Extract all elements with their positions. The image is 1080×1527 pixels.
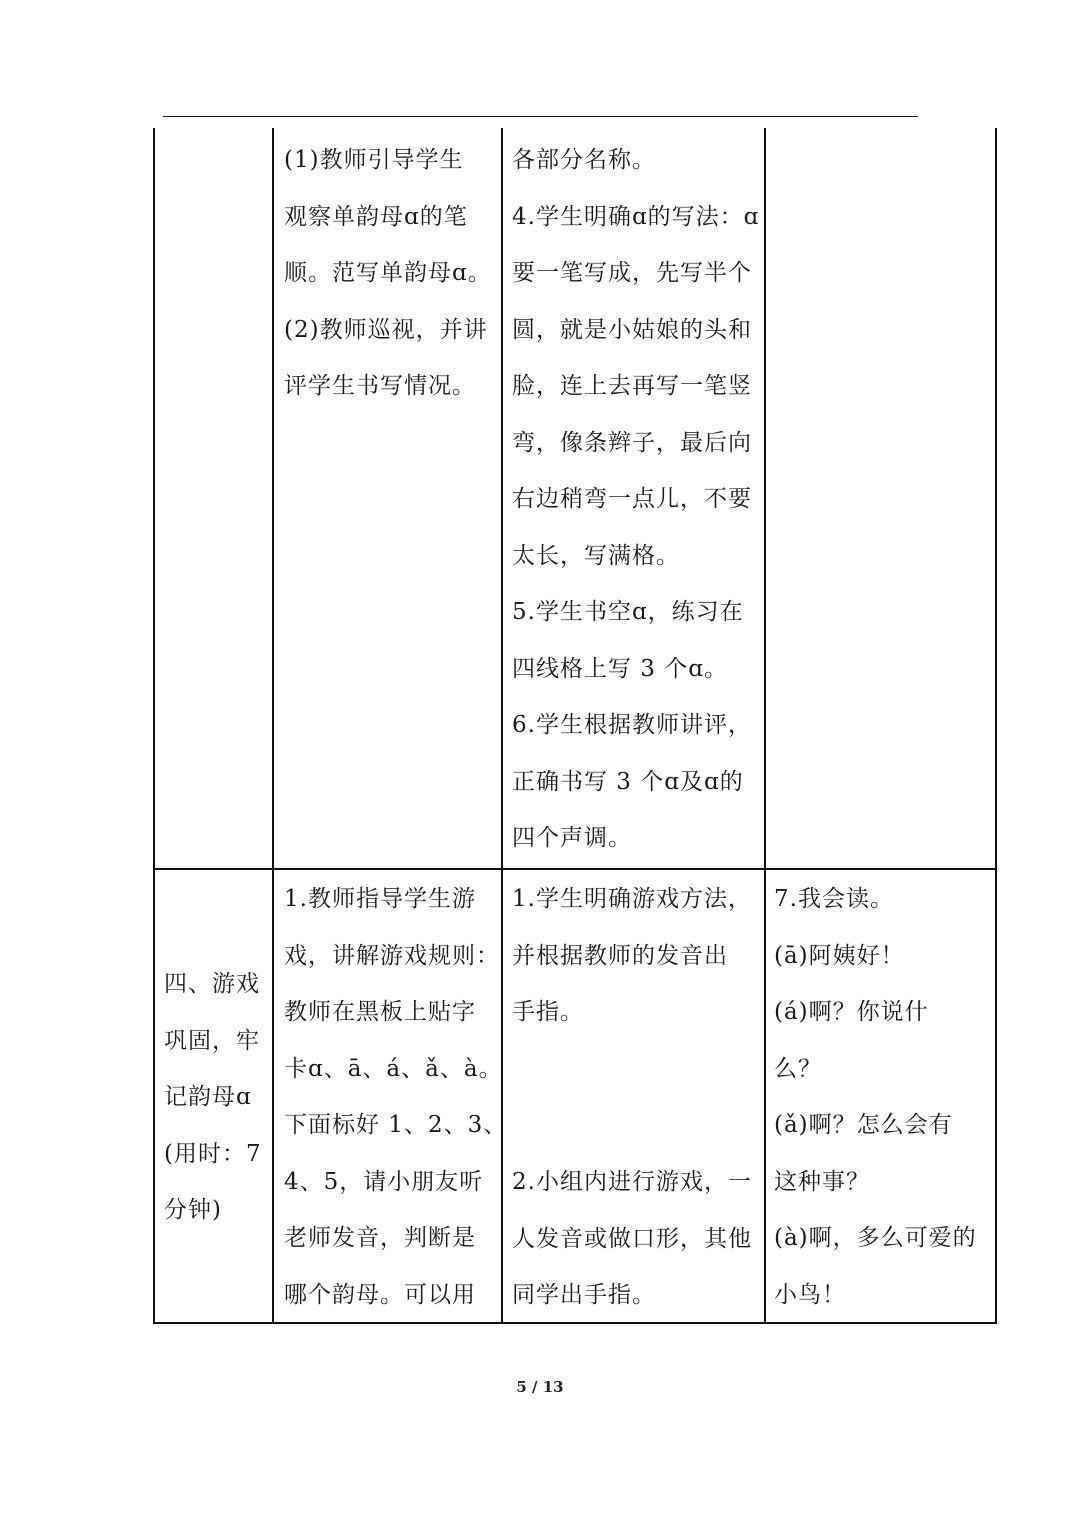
text-line: 巩固，牢 [164,1027,260,1054]
text-line: 弯，像条辫子，最后向 [512,429,752,456]
column-divider-3 [764,128,766,1324]
text-line: 同学出手指。 [512,1282,656,1308]
text-line: (à)啊，多么可爱的 [774,1225,977,1251]
text-line: 么？ [774,1055,822,1082]
row2-stage-label [164,956,270,1239]
text-line: 并根据教师的发音出 [512,942,728,969]
text-line: 圆，就是小姑娘的头和 [512,316,752,343]
row2-student-activity-2 [512,1154,764,1324]
text-line: (ǎ)啊？怎么会有 [774,1112,953,1138]
column-divider-1 [272,128,274,1324]
text-line: 教师在黑板上贴字 [284,999,476,1025]
text-line: 右边稍弯一点儿，不要 [512,486,752,512]
text-line: (ā)阿姨好！ [774,942,905,969]
text-line: 老师发音，判断是 [284,1225,476,1251]
text-line: 各部分名称。 [512,147,656,173]
text-line: 四线格上写 3 个ɑ。 [512,655,728,682]
row-divider [153,868,997,870]
text-line: 人发音或做口形，其他 [512,1225,752,1252]
text-line: 7.我会读。 [774,886,894,912]
row2-teacher-activity [284,871,508,1323]
text-line: 手指。 [512,999,584,1025]
text-line: 脸，连上去再写一笔竖 [512,373,752,399]
text-line: 这种事？ [774,1168,870,1195]
text-line: (用时：7 [164,1140,262,1167]
text-line: 5.学生书空ɑ，练习在 [512,599,744,625]
text-line: 要一笔写成，先写半个 [512,260,752,286]
text-line: 哪个韵母。可以用 [284,1281,476,1308]
row2-student-activity-1 [512,871,764,1041]
text-line: (2)教师巡视，并讲 [284,316,488,343]
row1-student-activity [512,132,764,867]
row1-teacher-activity [284,132,500,415]
text-line: 卡ɑ、ā、á、ǎ、à。 [284,1055,503,1082]
row2-reading-practice [774,871,994,1323]
text-line: 评学生书写情况。 [284,373,476,399]
column-divider-2 [501,128,503,1324]
text-line: 正确书写 3 个ɑ及ɑ的 [512,768,744,795]
text-line: 观察单韵母ɑ的笔 [284,203,468,230]
text-line: 四个声调。 [512,825,632,851]
text-line: 2.小组内进行游戏，一 [512,1169,752,1195]
text-line: 1.学生明确游戏方法， [512,886,752,912]
text-line: (1)教师引导学生 [284,147,464,173]
header-rule [163,116,918,117]
text-line: 太长，写满格。 [512,542,680,569]
text-line: 戏，讲解游戏规则： [284,942,500,969]
page-number: 5 / 13 [516,1378,564,1396]
text-line: 四、游戏 [164,971,260,997]
text-line: 4.学生明确ɑ的写法：ɑ [512,203,760,230]
text-line: 小鸟！ [774,1281,846,1308]
text-line: 下面标好 1、2、3、 [284,1112,508,1138]
text-line: 顺。范写单韵母ɑ。 [284,260,492,286]
text-line: 分钟) [164,1197,222,1223]
text-line: 6.学生根据教师讲评， [512,712,752,738]
text-line: 记韵母ɑ [164,1084,252,1110]
text-line: 1.教师指导学生游 [284,886,476,912]
text-line: 4、5，请小朋友听 [284,1168,484,1195]
text-line: (á)啊？你说什 [774,999,929,1025]
